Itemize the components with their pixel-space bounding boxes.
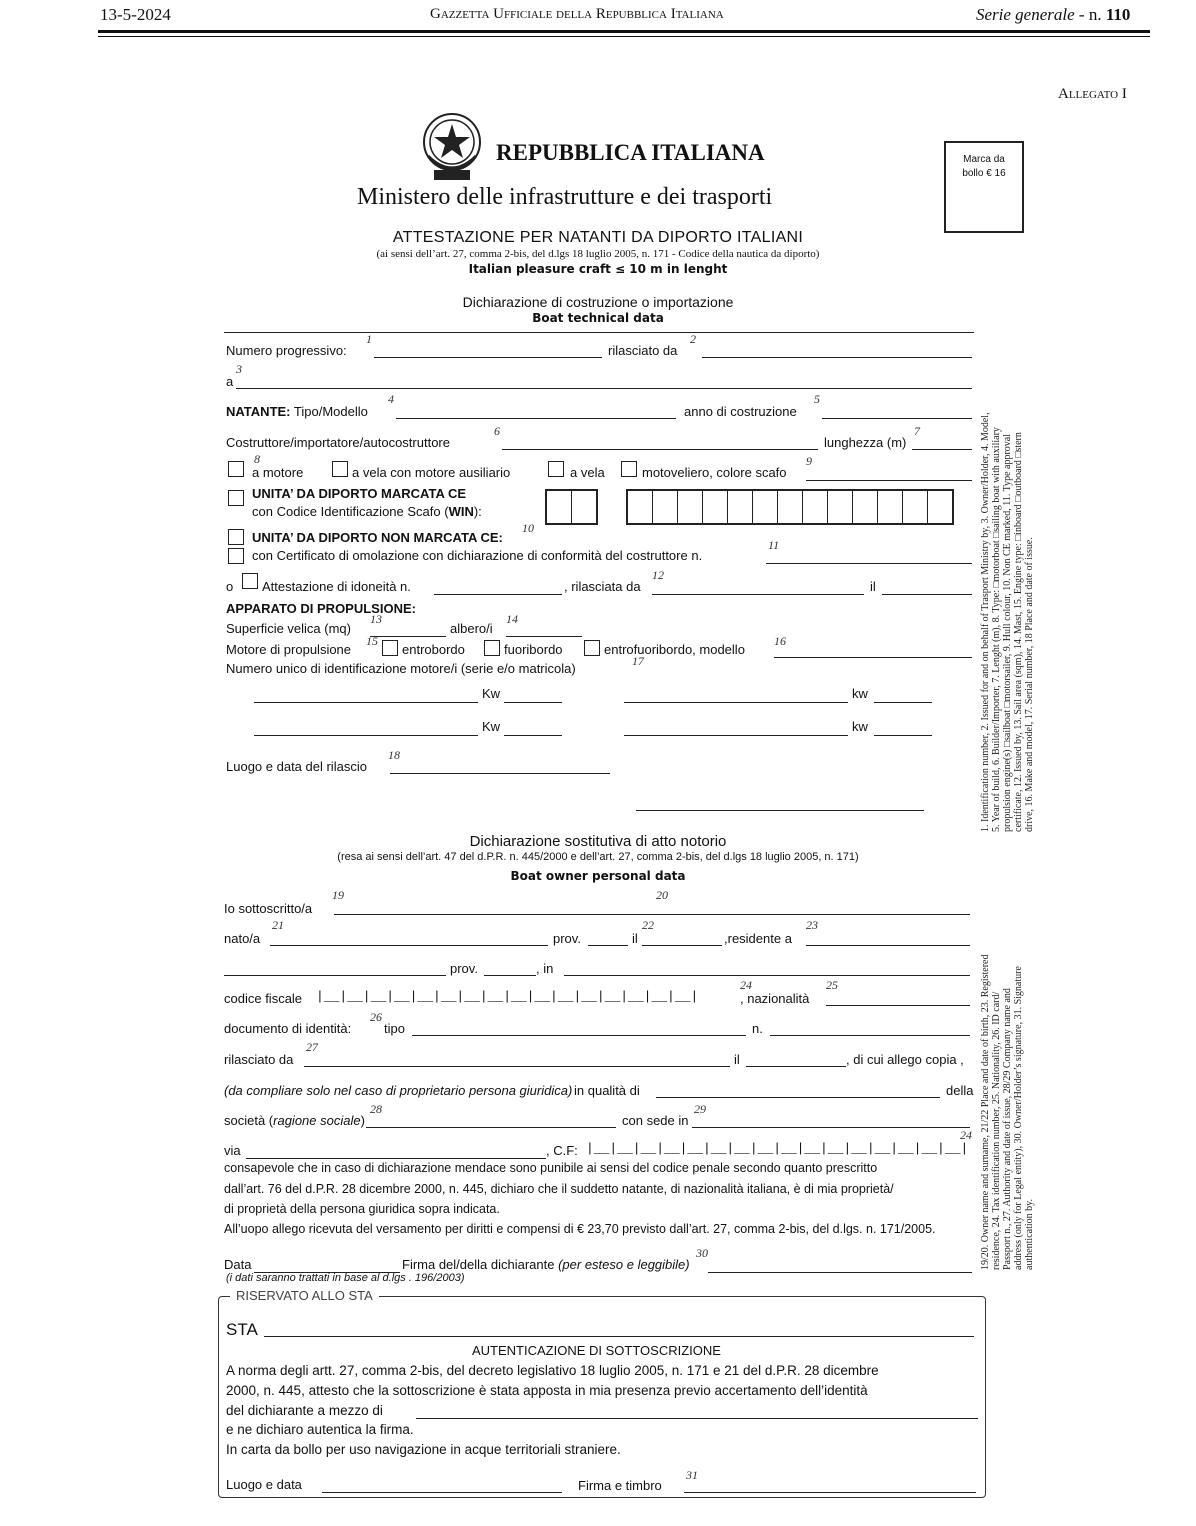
a-label: a bbox=[226, 374, 234, 389]
apparato-label: APPARATO DI PROPULSIONE: bbox=[226, 601, 416, 616]
ref-29: 29 bbox=[694, 1102, 706, 1116]
firma-field[interactable] bbox=[708, 1272, 972, 1273]
luogo-data-label: Luogo e data del rilascio bbox=[226, 759, 367, 774]
il3-label: il bbox=[734, 1052, 740, 1067]
luogo-data2-label: Luogo e data bbox=[226, 1477, 302, 1492]
colore-scafo-field[interactable] bbox=[806, 480, 972, 481]
riservato-label: RISERVATO ALLO STA bbox=[230, 1288, 379, 1303]
ref-27: 27 bbox=[306, 1040, 318, 1054]
ref-9: 9 bbox=[806, 454, 812, 468]
via-field[interactable] bbox=[246, 1158, 546, 1159]
kw2-field[interactable] bbox=[874, 702, 932, 703]
win-code-boxes[interactable] bbox=[626, 489, 954, 525]
ministry-title: Ministero delle infrastrutture e dei trasporti bbox=[357, 184, 773, 210]
consapevole-line2: dall’art. 76 del d.P.R. 28 dicembre 2000, n. 445, dichiaro che il suddetto natante, di nazionalità italiana, è di mia proprietà/ bbox=[224, 1182, 894, 1196]
ref-18: 18 bbox=[388, 748, 400, 762]
republic-title: REPUBBLICA ITALIANA bbox=[496, 140, 765, 165]
tipo-modello-field[interactable] bbox=[396, 418, 676, 419]
da-compilare-label: (da compliare solo nel caso di proprietario persona giuridica) bbox=[224, 1083, 573, 1098]
rilasciata-da-field[interactable] bbox=[652, 594, 864, 595]
natante-label: NATANTE: Tipo/Modello bbox=[226, 404, 368, 419]
a-vela-label: a vela bbox=[570, 465, 605, 480]
motore1-serial-field[interactable] bbox=[254, 702, 478, 703]
luogo-data-field[interactable] bbox=[390, 773, 610, 774]
indirizzo-field[interactable] bbox=[564, 975, 970, 976]
omologazione-checkbox[interactable] bbox=[228, 548, 244, 564]
unita-ce-label: UNITA’ DA DIPORTO MARCATA CE bbox=[252, 486, 467, 501]
motore4-serial-field[interactable] bbox=[624, 735, 848, 736]
ref-15: 15 bbox=[366, 634, 378, 648]
ref-5: 5 bbox=[814, 392, 820, 406]
norma-line2: 2000, n. 445, attesto che la sottoscrizione è stata apposta in mia presenza previo accertamento dell’identità bbox=[226, 1383, 868, 1398]
entrobordo-checkbox[interactable] bbox=[382, 640, 398, 656]
ref-10: 10 bbox=[522, 521, 534, 535]
entrofuoribordo-label: entrofuoribordo, modello bbox=[604, 642, 745, 657]
non-ce-checkbox[interactable] bbox=[228, 529, 244, 545]
ref-19: 19 bbox=[332, 888, 344, 902]
cf-societa-boxes[interactable]: |__|__|__|__|__|__|__|__|__|__|__|__|__|__|__|__| bbox=[586, 1141, 969, 1156]
in-qualita-field[interactable] bbox=[656, 1097, 940, 1098]
sta-label: STA bbox=[226, 1320, 258, 1339]
allegato-label: Allegato I bbox=[1058, 86, 1127, 102]
di-cui-label: , di cui allego copia , bbox=[846, 1052, 964, 1067]
section2-subtitle: (resa ai sensi dell’art. 47 del d.P.R. n. 445/2000 e dell’art. 27, comma 2-bis, del d.lgs 18 luglio 2005, n. 171) bbox=[337, 851, 859, 863]
modello-field[interactable] bbox=[774, 657, 972, 658]
kw2-label: kw bbox=[852, 686, 868, 701]
rilasciato-da-label: rilasciato da bbox=[608, 343, 678, 358]
residente-label: ,residente a bbox=[724, 931, 792, 946]
firma-label: Firma del/della dichiarante (per esteso e leggibile) bbox=[402, 1257, 690, 1272]
albero-label: albero/i bbox=[450, 621, 493, 636]
della-label: della bbox=[946, 1083, 974, 1098]
sottoscritto-field[interactable] bbox=[334, 914, 970, 915]
consapevole-line1: consapevole che in caso di dichiarazione mendace sono punibile ai sensi del codice penale secondo quanto prescritto bbox=[224, 1161, 878, 1175]
sede-field[interactable] bbox=[692, 1127, 970, 1128]
tipo-label: tipo bbox=[384, 1021, 405, 1036]
via-label: via bbox=[224, 1143, 241, 1158]
codice-win-label: con Codice Identificazione Scafo (WIN): bbox=[252, 504, 482, 519]
albero-field[interactable] bbox=[506, 636, 582, 637]
norma-line5: In carta da bollo per uso navigazione in acque territoriali straniere. bbox=[226, 1442, 621, 1457]
prov2-field[interactable] bbox=[484, 975, 536, 976]
section1-title: Dichiarazione di costruzione o importazione bbox=[462, 294, 734, 310]
ref-7: 7 bbox=[914, 424, 920, 438]
a-motore-checkbox[interactable] bbox=[228, 461, 244, 477]
entrobordo-label: entrobordo bbox=[402, 642, 465, 657]
ref-3: 3 bbox=[236, 362, 242, 376]
rilasciato-da2-field[interactable] bbox=[304, 1066, 730, 1067]
costruttore-field[interactable] bbox=[502, 449, 818, 450]
kw1-label: Kw bbox=[482, 686, 501, 701]
rilasciato-da2-label: rilasciato da bbox=[224, 1052, 294, 1067]
il2-label: il bbox=[632, 931, 638, 946]
numero-progressivo-field[interactable] bbox=[374, 357, 602, 358]
ref-13: 13 bbox=[370, 612, 382, 626]
certificato-label: con Certificato di omolazione con dichiarazione di conformità del costruttore n. bbox=[252, 548, 703, 563]
certificato-field[interactable] bbox=[766, 563, 972, 564]
ref-20: 20 bbox=[656, 888, 668, 902]
norma-line1: A norma degli artt. 27, comma 2-bis, del decreto legislativo 18 luglio 2005, n. 171 e 21 del d.P.R. 28 dicembre bbox=[226, 1363, 879, 1378]
norma-line4: e ne dichiaro autentica la firma. bbox=[226, 1422, 414, 1437]
ref-23: 23 bbox=[806, 918, 818, 932]
nato-label: nato/a bbox=[224, 931, 261, 946]
lunghezza-field[interactable] bbox=[912, 449, 972, 450]
ref-16: 16 bbox=[774, 634, 786, 648]
ref-14: 14 bbox=[506, 612, 518, 626]
firma-timbro-label: Firma e timbro bbox=[578, 1478, 662, 1493]
ref-21: 21 bbox=[272, 918, 284, 932]
kw4-label: kw bbox=[852, 719, 868, 734]
consapevole-line4: All’uopo allego ricevuta del versamento per diritti e compensi di € 23,70 previsto dall’art. 27, comma 2-bis, del d.lgs. n. 171/2005. bbox=[224, 1222, 936, 1236]
costruttore-label: Costruttore/importatore/autocostruttore bbox=[226, 435, 450, 450]
side-note-technical: 1. Identification number, 2. Issued for and on behalf of Trasport Ministry by, 3. Owner/Holder, 4. Model, 5. Year of build, 6. Builder/Importer, 7. Lenght (m), 8. Type: □motorboat □sailing boat with auxiliary propulsion engine(s) □sailboat □motorsailer, 9. Hull colour, 10. Non CE marked, 11. Type approval certificate, 12. Issued by, 13. Sail area (sqm), 14. Mast, 15. Engine type: □inboard □outboard □stern drive, 16. Make and model, 17. Serial number, 18 Place and date of issue. bbox=[980, 412, 1035, 832]
luogo-data2-field[interactable] bbox=[322, 1492, 562, 1493]
ref-31: 31 bbox=[686, 1468, 698, 1482]
kw1-field[interactable] bbox=[504, 702, 562, 703]
rilasciato-da-field[interactable] bbox=[702, 357, 972, 358]
numero-progressivo-label: Numero progressivo: bbox=[226, 343, 347, 358]
kw3-field[interactable] bbox=[504, 735, 562, 736]
section2-title: Dichiarazione sostitutiva di atto notorio bbox=[469, 833, 727, 850]
attestazione-checkbox[interactable] bbox=[242, 573, 258, 589]
vela-motore-checkbox[interactable] bbox=[332, 461, 348, 477]
data-nascita-field[interactable] bbox=[642, 945, 722, 946]
header-title: Gazzetta Ufficiale della Repubblica Italiana bbox=[430, 6, 724, 22]
norma-line3: del dichiarante a mezzo di bbox=[226, 1403, 383, 1418]
a-motore-label: a motore bbox=[252, 465, 304, 480]
stamp-box: Marca da bollo € 16 bbox=[944, 141, 1024, 233]
ref-26: 26 bbox=[370, 1010, 382, 1024]
residenza-citta-field[interactable] bbox=[224, 975, 446, 976]
consapevole-line3: di proprietà della persona giuridica sopra indicata. bbox=[224, 1202, 500, 1216]
unita-non-ce-label: UNITA’ DA DIPORTO NON MARCATA CE: bbox=[252, 530, 503, 545]
sottoscritto-label: Io sottoscritto/a bbox=[224, 901, 313, 916]
societa-label: società (ragione sociale) bbox=[224, 1113, 365, 1128]
ref-28: 28 bbox=[370, 1102, 382, 1116]
o-label: o bbox=[226, 579, 234, 594]
form-title: ATTESTAZIONE PER NATANTI DA DIPORTO ITALIANI bbox=[392, 229, 804, 246]
il-field[interactable] bbox=[882, 594, 972, 595]
header-date: 13-5-2024 bbox=[100, 5, 171, 24]
nazionalita-field[interactable] bbox=[826, 1005, 970, 1006]
motore3-serial-field[interactable] bbox=[254, 735, 478, 736]
kw3-label: Kw bbox=[482, 719, 501, 734]
motore2-serial-field[interactable] bbox=[624, 702, 848, 703]
documento-tipo-field[interactable] bbox=[412, 1035, 746, 1036]
signature-line-1[interactable] bbox=[636, 810, 924, 811]
fuoribordo-label: fuoribordo bbox=[504, 642, 563, 657]
italian-emblem-icon bbox=[420, 110, 484, 186]
anno-costruzione-field[interactable] bbox=[822, 418, 972, 419]
residente-field[interactable] bbox=[806, 945, 970, 946]
header-series: Serie generale - n. 110 bbox=[976, 5, 1131, 24]
attestazione-field[interactable] bbox=[434, 594, 562, 595]
entrofuoribordo-checkbox[interactable] bbox=[584, 640, 600, 656]
rilasciata-da-label: , rilasciata da bbox=[564, 579, 641, 594]
data-rilascio-field[interactable] bbox=[746, 1066, 846, 1067]
ref-24: 24 bbox=[740, 978, 752, 992]
ref-6: 6 bbox=[494, 424, 500, 438]
ref-12: 12 bbox=[652, 568, 664, 582]
section1-subtitle: Boat technical data bbox=[532, 311, 664, 325]
win-country-boxes[interactable] bbox=[545, 489, 598, 525]
prov-field[interactable] bbox=[588, 945, 628, 946]
kw4-field[interactable] bbox=[874, 735, 932, 736]
il-label: il bbox=[870, 579, 876, 594]
con-sede-label: con sede in bbox=[622, 1113, 689, 1128]
societa-field[interactable] bbox=[366, 1127, 616, 1128]
privacy-note: (i dati saranno trattati in base al d.lgs . 196/2003) bbox=[226, 1272, 465, 1284]
prov2-label: prov. bbox=[450, 961, 478, 976]
ref-8: 8 bbox=[254, 452, 260, 466]
a-field[interactable] bbox=[236, 388, 972, 389]
ref-11: 11 bbox=[768, 538, 780, 552]
ref-30: 30 bbox=[696, 1246, 708, 1260]
prov-label: prov. bbox=[553, 931, 581, 946]
sta-field[interactable] bbox=[264, 1336, 974, 1337]
mezzo-field[interactable] bbox=[416, 1418, 978, 1419]
cf-label: , C.F: bbox=[546, 1143, 578, 1158]
a-vela-checkbox[interactable] bbox=[548, 461, 564, 477]
autenticazione-title: AUTENTICAZIONE DI SOTTOSCRIZIONE bbox=[472, 1343, 721, 1358]
ref-17: 17 bbox=[632, 654, 644, 668]
n-label: n. bbox=[752, 1021, 763, 1036]
vela-motore-label: a vela con motore ausiliario bbox=[352, 465, 511, 480]
nazionalita-label: , nazionalità bbox=[740, 991, 810, 1006]
ref-2: 2 bbox=[690, 332, 696, 346]
form-subtitle: (ai sensi dell’art. 27, comma 2-bis, del d.lgs 18 luglio 2005, n. 171 - Codice della nautica da diporto) bbox=[376, 248, 820, 260]
fuoribordo-checkbox[interactable] bbox=[484, 640, 500, 656]
numero-unico-label: Numero unico di identificazione motore/i (serie e/o matricola) bbox=[226, 661, 576, 676]
side-note-owner: 19/20. Owner name and surname, 21/22 Place and date of birth, 23. Registered residence, 24. Tax identification number, 25. Nationality, 26. ID card/ Passport n., 27. Authority and date of issue, 28/29 Company name and address (only for Legal entity), 30. Owner/Holder’s signature, 31. Signature authentication by. bbox=[980, 954, 1035, 1270]
anno-costruzione-label: anno di costruzione bbox=[684, 404, 797, 419]
ref-24b: 24 bbox=[960, 1128, 972, 1142]
ref-4: 4 bbox=[388, 392, 394, 406]
in-label: , in bbox=[536, 961, 554, 976]
marcata-ce-checkbox[interactable] bbox=[228, 490, 244, 506]
ref-1: 1 bbox=[366, 332, 372, 346]
superficie-label: Superficie velica (mq) bbox=[226, 621, 351, 636]
firma-timbro-field[interactable] bbox=[684, 1492, 976, 1493]
section2-sub: Boat owner personal data bbox=[510, 869, 686, 883]
codice-fiscale-label: codice fiscale bbox=[224, 991, 303, 1006]
lunghezza-label: lunghezza (m) bbox=[824, 435, 907, 450]
motore-label: Motore di propulsione bbox=[226, 642, 352, 657]
form-english-title: Italian pleasure craft ≤ 10 m in lenght bbox=[468, 262, 728, 276]
in-qualita-label: in qualità di bbox=[574, 1083, 640, 1098]
documento-numero-field[interactable] bbox=[770, 1035, 970, 1036]
ref-22: 22 bbox=[642, 918, 654, 932]
motoveliero-label: motoveliero, colore scafo bbox=[642, 465, 787, 480]
attestazione-label: Attestazione di idoneità n. bbox=[262, 579, 411, 594]
superficie-field[interactable] bbox=[370, 636, 446, 637]
documento-label: documento di identità: bbox=[224, 1021, 352, 1036]
ref-25: 25 bbox=[826, 978, 838, 992]
data-label: Data bbox=[224, 1257, 252, 1272]
nato-field[interactable] bbox=[270, 945, 548, 946]
codice-fiscale-boxes[interactable]: |__|__|__|__|__|__|__|__|__|__|__|__|__|__|__|__| bbox=[316, 989, 699, 1004]
motoveliero-checkbox[interactable] bbox=[621, 461, 637, 477]
